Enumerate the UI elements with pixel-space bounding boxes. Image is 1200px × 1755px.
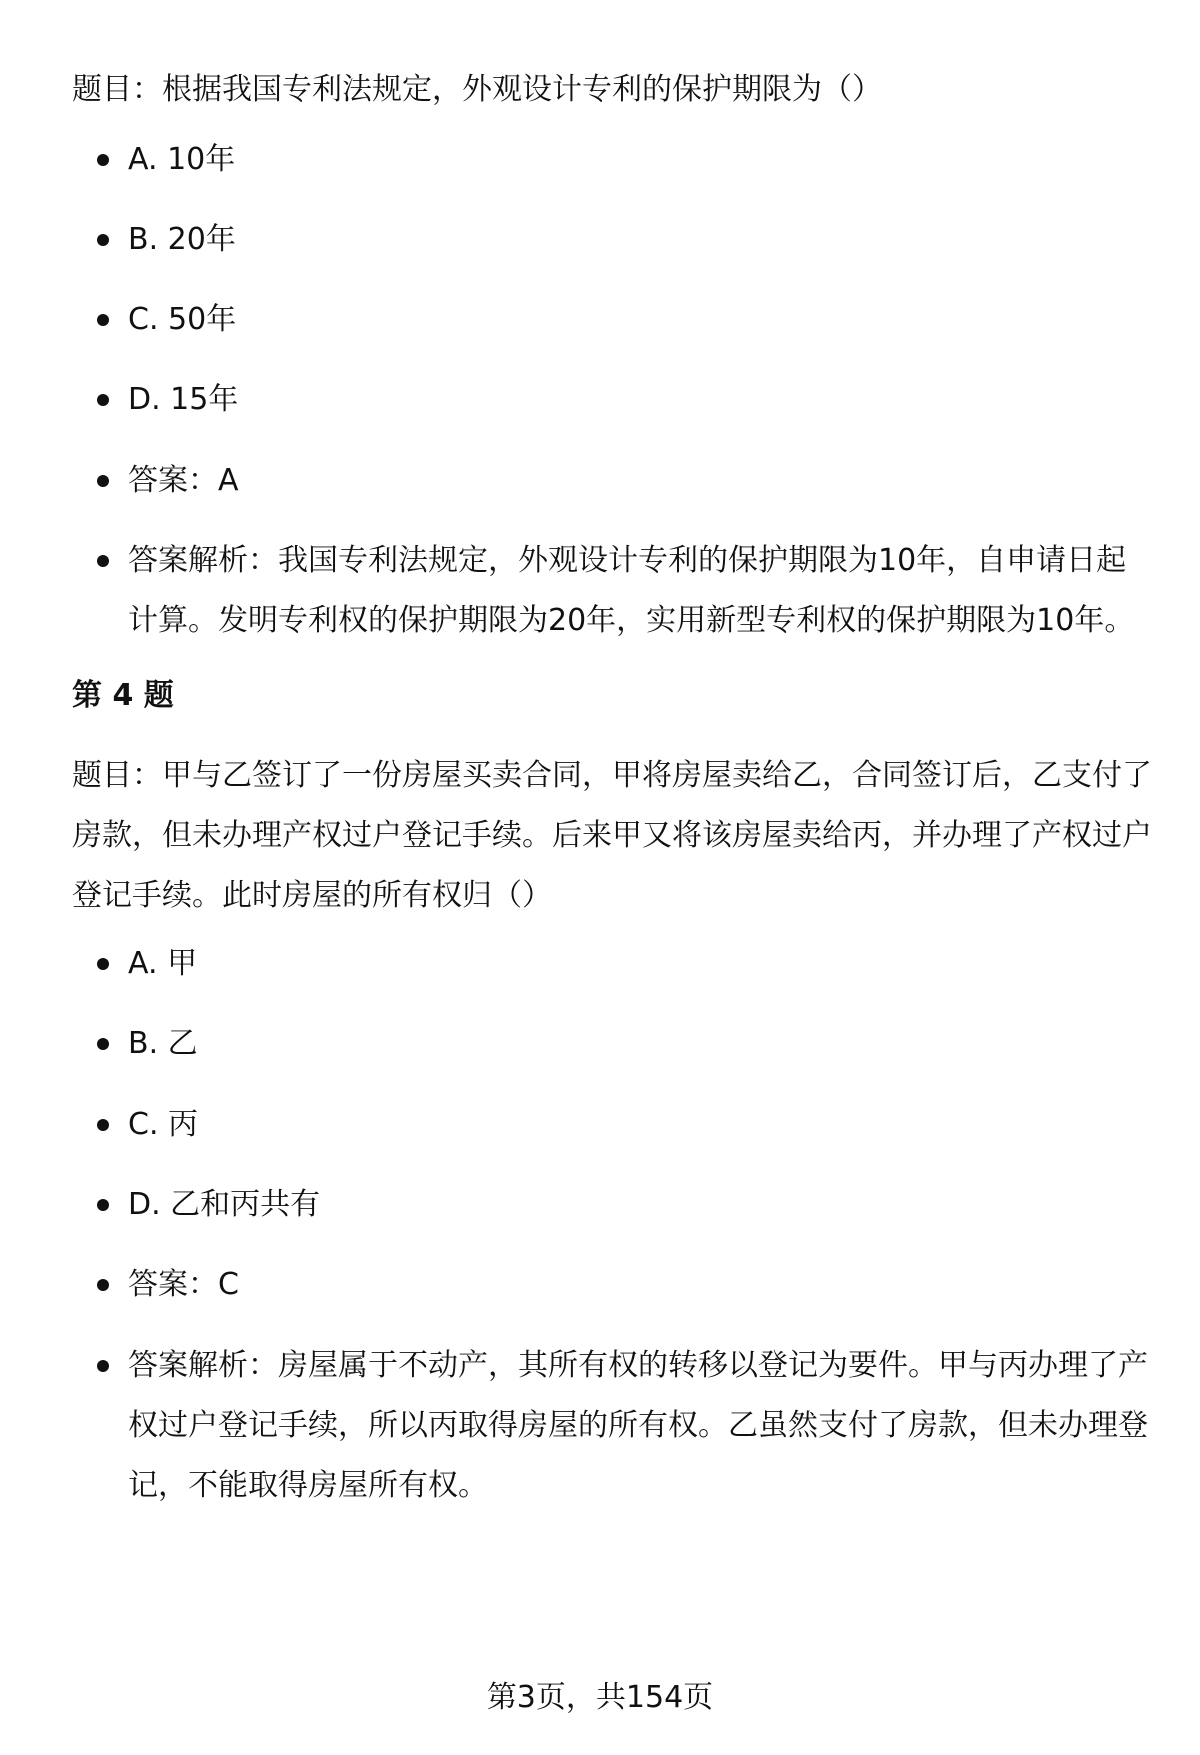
q4-option-c: C. 丙 [128, 1107, 199, 1142]
q3-option-c: C. 50年 [128, 302, 237, 337]
q4-option-b: B. 乙 [128, 1026, 198, 1061]
bullet-icon [97, 475, 109, 487]
bullet-icon [97, 1360, 109, 1372]
q3-option-a: A. 10年 [128, 142, 236, 177]
bullet-icon [97, 234, 109, 246]
q3-answer: 答案：A [128, 463, 239, 498]
q4-answer: 答案：C [128, 1267, 239, 1302]
q3-option-d: D. 15年 [128, 382, 239, 417]
q3-analysis: 答案解析：我国专利法规定，外观设计专利的保护期限为10年，自申请日起计算。发明专利权的保护期限为20年，实用新型专利权的保护期限为10年。 [128, 543, 1135, 638]
bullet-icon [97, 314, 109, 326]
q4-option-a: A. 甲 [128, 946, 198, 981]
q4-question: 题目：甲与乙签订了一份房屋买卖合同，甲将房屋卖给乙，合同签订后，乙支付了房款，但未办理产权过户登记手续。后来甲又将该房屋卖给丙，并办理了产权过户登记手续。此时房屋的所有权归（） [72, 758, 1152, 913]
bullet-icon [97, 1038, 109, 1050]
q3-question: 题目：根据我国专利法规定，外观设计专利的保护期限为（） [72, 72, 882, 107]
bullet-icon [97, 1119, 109, 1131]
bullet-icon [97, 555, 109, 567]
page-number-footer: 第3页，共154页 [486, 1680, 714, 1715]
bullet-icon [97, 154, 109, 166]
bullet-icon [97, 1279, 109, 1291]
bullet-icon [97, 1199, 109, 1211]
q3-option-b: B. 20年 [128, 222, 236, 257]
bullet-icon [97, 958, 109, 970]
q4-analysis: 答案解析：房屋属于不动产，其所有权的转移以登记为要件。甲与丙办理了产权过户登记手续，所以丙取得房屋的所有权。乙虽然支付了房款，但未办理登记，不能取得房屋所有权。 [128, 1348, 1148, 1503]
q4-heading: 第 4 题 [72, 678, 174, 713]
q4-option-d: D. 乙和丙共有 [128, 1187, 321, 1222]
bullet-icon [97, 394, 109, 406]
